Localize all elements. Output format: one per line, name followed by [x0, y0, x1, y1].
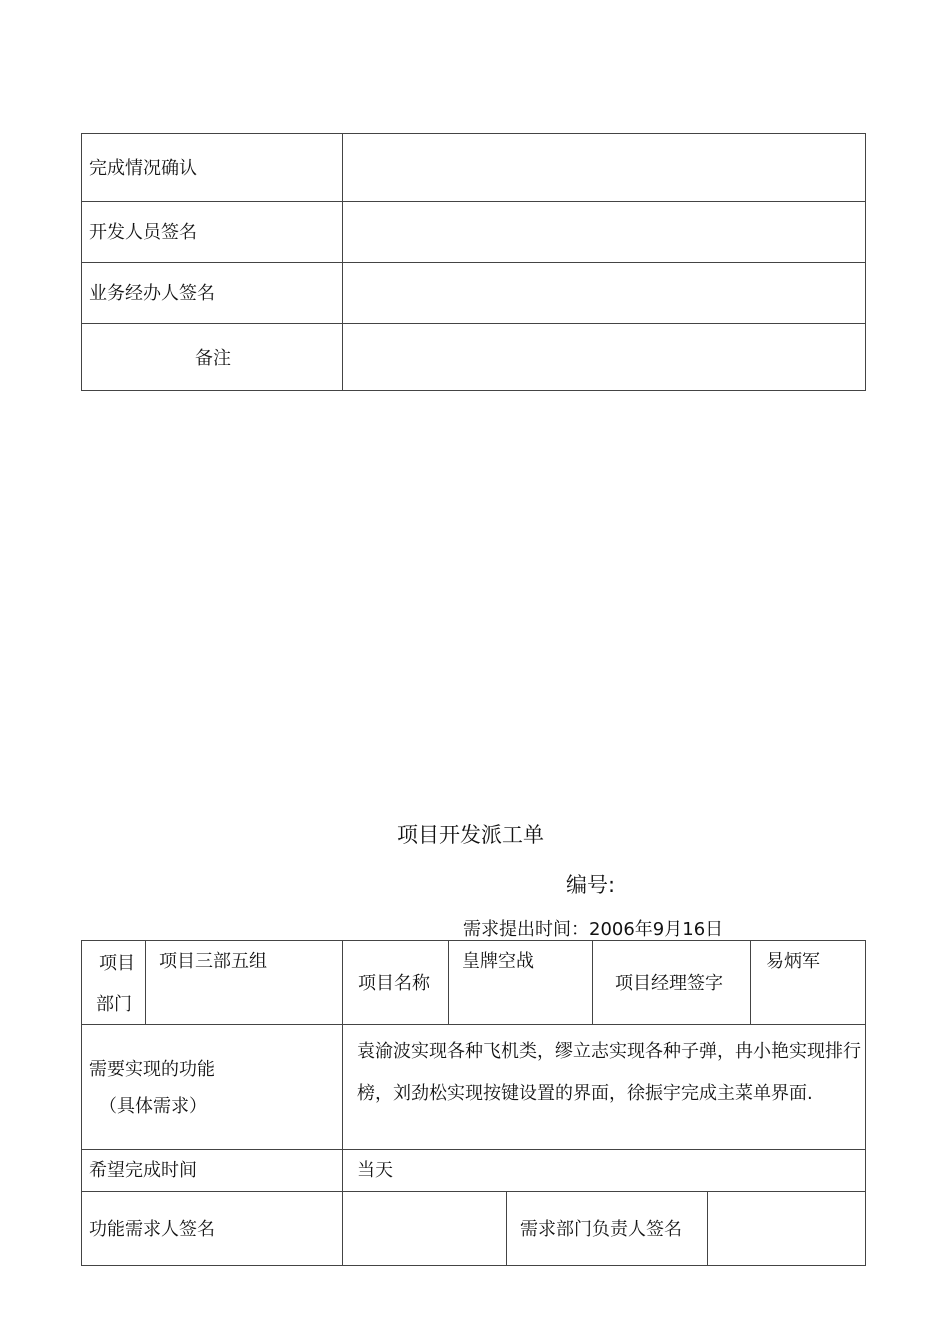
dept-label-line1: 项目 — [99, 953, 135, 974]
column-divider — [592, 940, 593, 1024]
manager-sign-value[interactable]: 易炳军 — [766, 951, 820, 972]
column-divider — [342, 1191, 343, 1266]
remarks-label: 备注 — [195, 348, 231, 369]
deadline-value[interactable]: 当天 — [357, 1160, 393, 1181]
function-label: 需要实现的功能 — [89, 1059, 215, 1080]
column-divider — [707, 1191, 708, 1266]
dept-label-line2: 部门 — [96, 994, 132, 1015]
top-form-row-divider — [81, 201, 866, 202]
top-form-row-divider — [81, 323, 866, 324]
deadline-label: 希望完成时间 — [89, 1160, 197, 1181]
function-description[interactable]: 袁渝波实现各种飞机类，缪立志实现各种子弹，冉小艳实现排行榜，刘劲松实现按键设置的界面，徐振宇完成主菜单界面. — [357, 1041, 861, 1104]
row-divider — [81, 1024, 866, 1025]
function-sublabel: （具体需求） — [99, 1096, 207, 1117]
column-divider — [342, 1024, 343, 1191]
project-name-value[interactable]: 皇牌空战 — [462, 951, 534, 972]
column-divider — [342, 940, 343, 1024]
project-name-label: 项目名称 — [358, 973, 430, 994]
row-divider — [81, 1149, 866, 1150]
top-form-row-divider — [81, 262, 866, 263]
column-divider — [750, 940, 751, 1024]
completion-confirm-label: 完成情况确认 — [89, 158, 197, 179]
work-order-number-label: 编号: — [566, 873, 616, 897]
request-time: 需求提出时间：2006年9月16日 — [463, 919, 724, 940]
column-divider — [448, 940, 449, 1024]
business-handler-sign-label: 业务经办人签名 — [89, 283, 215, 304]
column-divider — [506, 1191, 507, 1266]
requester-sign-label: 功能需求人签名 — [89, 1219, 215, 1240]
column-divider — [145, 940, 146, 1024]
developer-sign-label: 开发人员签名 — [89, 222, 197, 243]
dept-head-sign-label: 需求部门负责人签名 — [520, 1219, 682, 1240]
manager-sign-label: 项目经理签字 — [615, 973, 723, 994]
dept-value[interactable]: 项目三部五组 — [159, 951, 267, 972]
work-order-title: 项目开发派工单 — [397, 823, 544, 847]
row-divider — [81, 1191, 866, 1192]
